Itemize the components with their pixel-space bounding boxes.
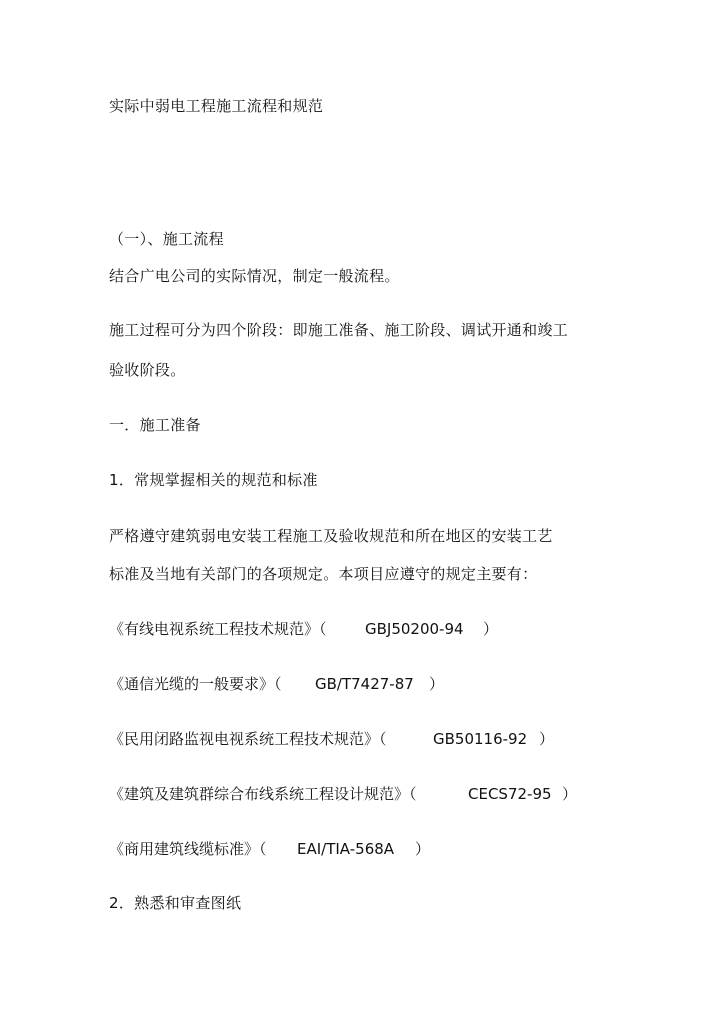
item2-heading: 2．熟悉和审查图纸 <box>109 894 242 912</box>
standard-name: 《民用闭路监视电视系统工程技术规范》（ <box>109 730 387 748</box>
standard-name: 《有线电视系统工程技术规范》（ <box>109 620 327 638</box>
standard-name: 《建筑及建筑群综合布线系统工程设计规范》（ <box>109 785 417 803</box>
standard-code: GB/T7427-87 <box>315 675 414 693</box>
standard-name: 《商用建筑线缆标准》（ <box>109 840 267 858</box>
intro-paragraph: 结合广电公司的实际情况，制定一般流程。 <box>109 267 400 285</box>
standard-close: ） <box>483 620 499 638</box>
standard-close: ） <box>429 675 445 693</box>
item1-paragraph-line-1: 严格遵守建筑弱电安装工程施工及验收规范和所在地区的安装工艺 <box>109 527 553 545</box>
standard-code: GB50116-92 <box>433 730 528 748</box>
standard-close: ） <box>539 730 555 748</box>
item1-paragraph-line-2: 标准及当地有关部门的各项规定。本项目应遵守的规定主要有： <box>109 565 538 583</box>
section-heading: （一）、施工流程 <box>109 230 224 248</box>
standard-name: 《通信光缆的一般要求》（ <box>109 675 282 693</box>
document-title: 实际中弱电工程施工流程和规范 <box>109 97 324 115</box>
standard-code: EAI/TIA-568A <box>297 840 395 858</box>
part1-heading: 一．施工准备 <box>109 416 201 434</box>
standard-code: CECS72-95 <box>468 785 552 803</box>
item1-heading: 1．常规掌握相关的规范和标准 <box>109 471 318 489</box>
standard-code: GBJ50200-94 <box>365 620 464 638</box>
standard-close: ） <box>562 785 578 803</box>
standard-close: ） <box>415 840 431 858</box>
stages-paragraph-line-2: 验收阶段。 <box>109 361 186 379</box>
stages-paragraph-line-1: 施工过程可分为四个阶段：即施工准备、施工阶段、调试开通和竣工 <box>109 321 569 339</box>
